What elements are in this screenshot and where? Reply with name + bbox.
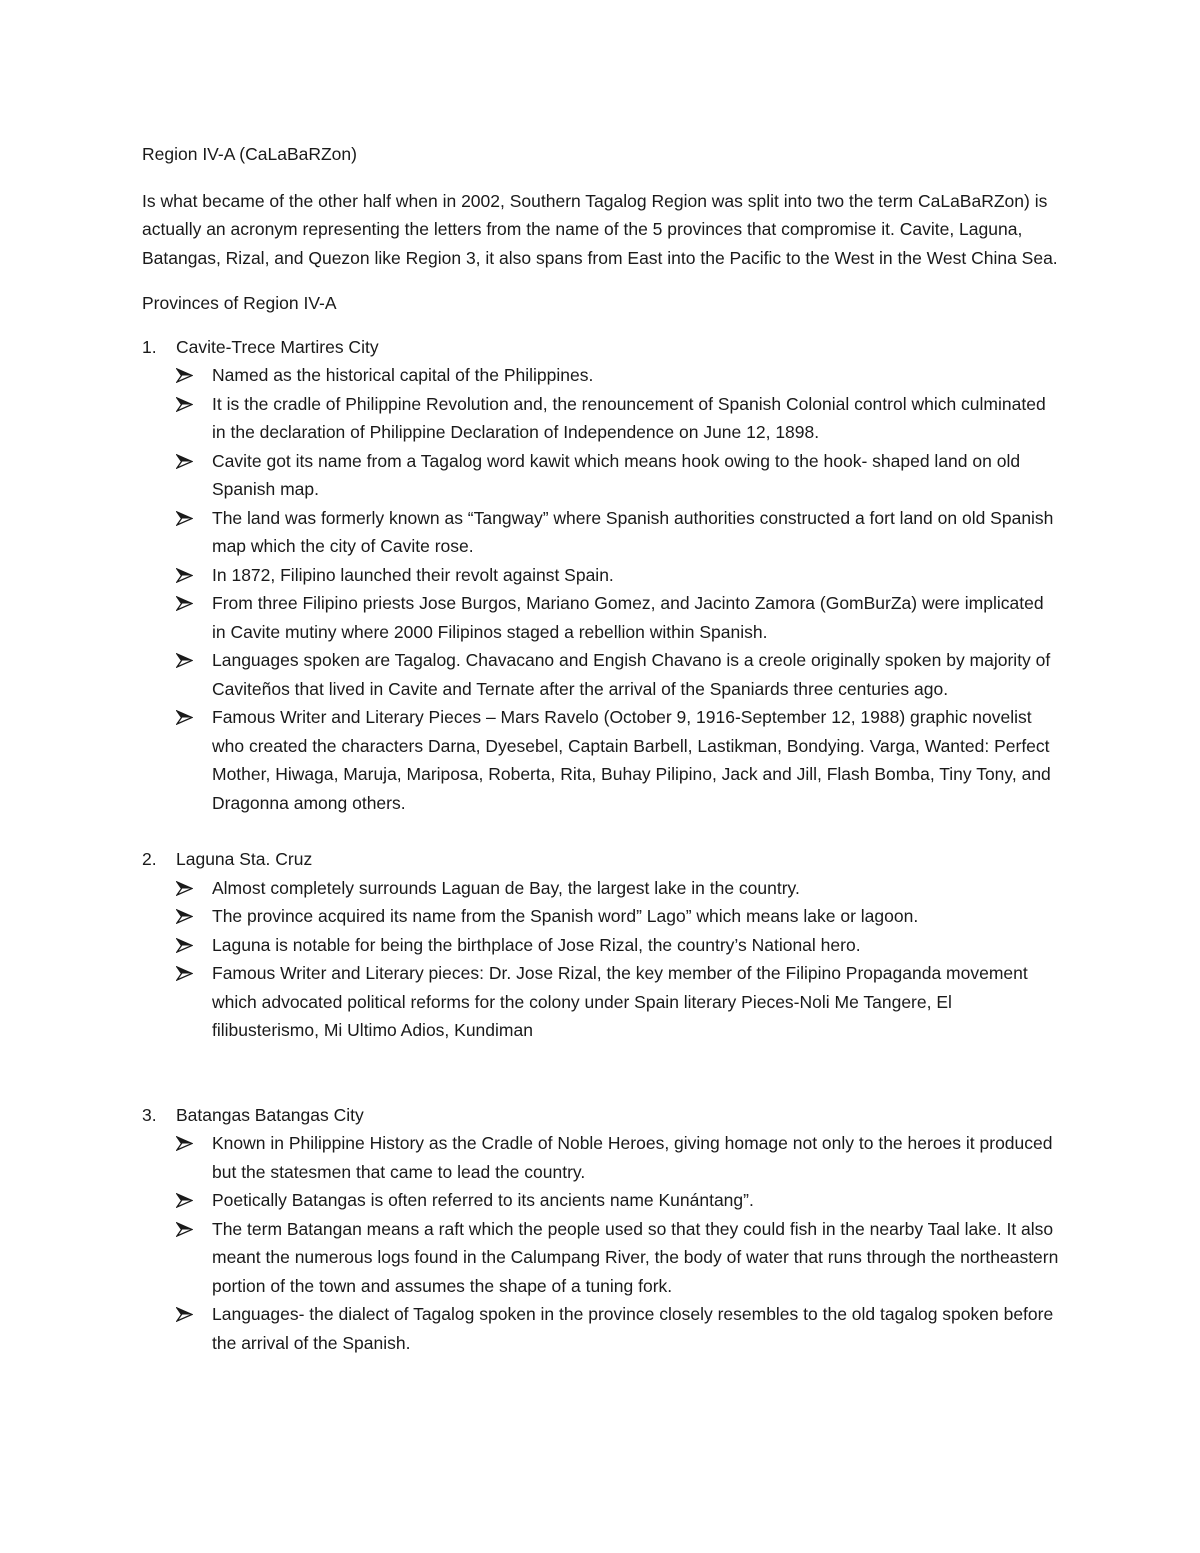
province-heading xyxy=(142,1101,1062,1130)
arrow-bullet-icon xyxy=(176,361,212,390)
bullet-text: Languages spoken are Tagalog. Chavacano and Engish Chavano is a creole originally spoken by majority of Caviteños that lived in Cavite and Ternate after the arrival of the Spaniards three centuries ago. xyxy=(212,650,1051,699)
arrow-bullet-icon xyxy=(176,447,212,504)
list-item xyxy=(176,1215,1062,1301)
bullet-text: Known in Philippine History as the Cradle of Noble Heroes, giving homage not only to the heroes it produced but the statesmen that came to lead the country. xyxy=(212,1133,1053,1182)
bullet-text: In 1872, Filipino launched their revolt against Spain. xyxy=(212,564,614,585)
arrow-bullet-icon xyxy=(176,1300,212,1357)
province-name: Batangas Batangas City xyxy=(176,1104,364,1125)
list-item xyxy=(176,902,1062,931)
province-section xyxy=(142,845,1062,1045)
document-title: Region IV-A (CaLaBaRZon) xyxy=(142,144,357,164)
arrow-bullet-icon xyxy=(176,646,212,703)
province-section xyxy=(142,333,1062,818)
province-number: 2. xyxy=(142,849,157,869)
blank-line xyxy=(142,1045,1062,1101)
arrow-bullet-icon xyxy=(176,1186,212,1215)
list-item xyxy=(176,703,1062,817)
bullet-list xyxy=(142,1129,1062,1357)
bullet-list xyxy=(142,361,1062,817)
document-page xyxy=(142,140,1062,1357)
arrow-bullet-icon xyxy=(176,561,212,590)
bullet-text: The land was formerly known as “Tangway” where Spanish authorities constructed a fort land on old Spanish map which the city of Cavite rose. xyxy=(212,507,1054,556)
intro-paragraph: Is what became of the other half when in 2002, Southern Tagalog Region was split into two the term CaLaBaRZon) is actually an acronym representing the letters from the name of the 5 provinces that compromise it. Cavite, Laguna, Batangas, Rizal, and Quezon like Region 3, it also spans from East into the Pacific to the West in the West China Sea. xyxy=(142,190,1058,268)
bullet-text: Named as the historical capital of the Philippines. xyxy=(212,365,594,385)
bullet-text: From three Filipino priests Jose Burgos, Mariano Gomez, and Jacinto Zamora (GomBurZa) were implicated in Cavite mutiny where 2000 Filipinos staged a rebellion within Spanish. xyxy=(212,593,1044,642)
arrow-bullet-icon xyxy=(176,1215,212,1301)
arrow-bullet-icon xyxy=(176,1129,212,1186)
arrow-bullet-icon xyxy=(176,504,212,561)
bullet-text: Cavite got its name from a Tagalog word kawit which means hook owing to the hook- shaped land on old Spanish map. xyxy=(212,450,1021,499)
blank-line xyxy=(142,817,1062,845)
bullet-text: The term Batangan means a raft which the people used so that they could fish in the nearby Taal lake. It also meant the numerous logs found in the Calumpang River, the body of water that runs through the northeastern portion of the town and assumes the shape of a tuning fork. xyxy=(212,1218,1059,1296)
list-item xyxy=(176,959,1062,1045)
list-item xyxy=(176,561,1062,590)
list-item xyxy=(176,646,1062,703)
list-item xyxy=(176,504,1062,561)
list-item xyxy=(176,361,1062,390)
list-item xyxy=(176,1129,1062,1186)
bullet-text: Almost completely surrounds Laguan de Bay, the largest lake in the country. xyxy=(212,877,800,898)
bullet-text: Famous Writer and Literary Pieces – Mars Ravelo (October 9, 1916-September 12, 1988) graphic novelist who created the characters Darna, Dyesebel, Captain Barbell, Lastikman, Bondying. Varga, Wanted: Perfect Mother, Hiwaga, Maruja, Mariposa, Roberta, Rita, Buhay Pilipino, Jack and Jill, Flash Bomba, Tiny Tony, and Dragonna among others. xyxy=(212,707,1051,813)
section-subheading: Provinces of Region IV-A xyxy=(142,293,337,313)
bullet-text: The province acquired its name from the Spanish word” Lago” which means lake or lagoon. xyxy=(212,906,919,926)
province-name: Cavite-Trece Martires City xyxy=(176,336,379,357)
arrow-bullet-icon xyxy=(176,390,212,447)
list-item xyxy=(176,931,1062,960)
bullet-text: Laguna is notable for being the birthplace of Jose Rizal, the country’s National hero. xyxy=(212,934,861,955)
province-number: 1. xyxy=(142,336,157,357)
list-item xyxy=(176,589,1062,646)
bullet-text: Poetically Batangas is often referred to its ancients name Kunántang”. xyxy=(212,1190,754,1210)
provinces-list xyxy=(142,333,1062,1358)
arrow-bullet-icon xyxy=(176,589,212,646)
bullet-text: Famous Writer and Literary pieces: Dr. Jose Rizal, the key member of the Filipino Propaganda movement which advocated political reforms for the colony under Spain literary Pieces-Noli Me Tangere, El filibusterismo, Mi Ultimo Adios, Kundiman xyxy=(212,963,1028,1040)
list-item xyxy=(176,1186,1062,1215)
arrow-bullet-icon xyxy=(176,874,212,903)
province-name: Laguna Sta. Cruz xyxy=(176,849,313,869)
list-item xyxy=(176,390,1062,447)
bullet-list xyxy=(142,874,1062,1045)
bullet-text: Languages- the dialect of Tagalog spoken in the province closely resembles to the old tagalog spoken before the arrival of the Spanish. xyxy=(212,1304,1054,1353)
province-heading xyxy=(142,845,1062,874)
bullet-text: It is the cradle of Philippine Revolution and, the renouncement of Spanish Colonial control which culminated in the declaration of Philippine Declaration of Independence on June 12, 1898. xyxy=(212,393,1046,442)
list-item xyxy=(176,447,1062,504)
arrow-bullet-icon xyxy=(176,902,212,931)
arrow-bullet-icon xyxy=(176,959,212,1045)
province-section xyxy=(142,1101,1062,1358)
province-number: 3. xyxy=(142,1104,157,1125)
arrow-bullet-icon xyxy=(176,703,212,817)
list-item xyxy=(176,874,1062,903)
list-item xyxy=(176,1300,1062,1357)
province-heading xyxy=(142,333,1062,362)
arrow-bullet-icon xyxy=(176,931,212,960)
